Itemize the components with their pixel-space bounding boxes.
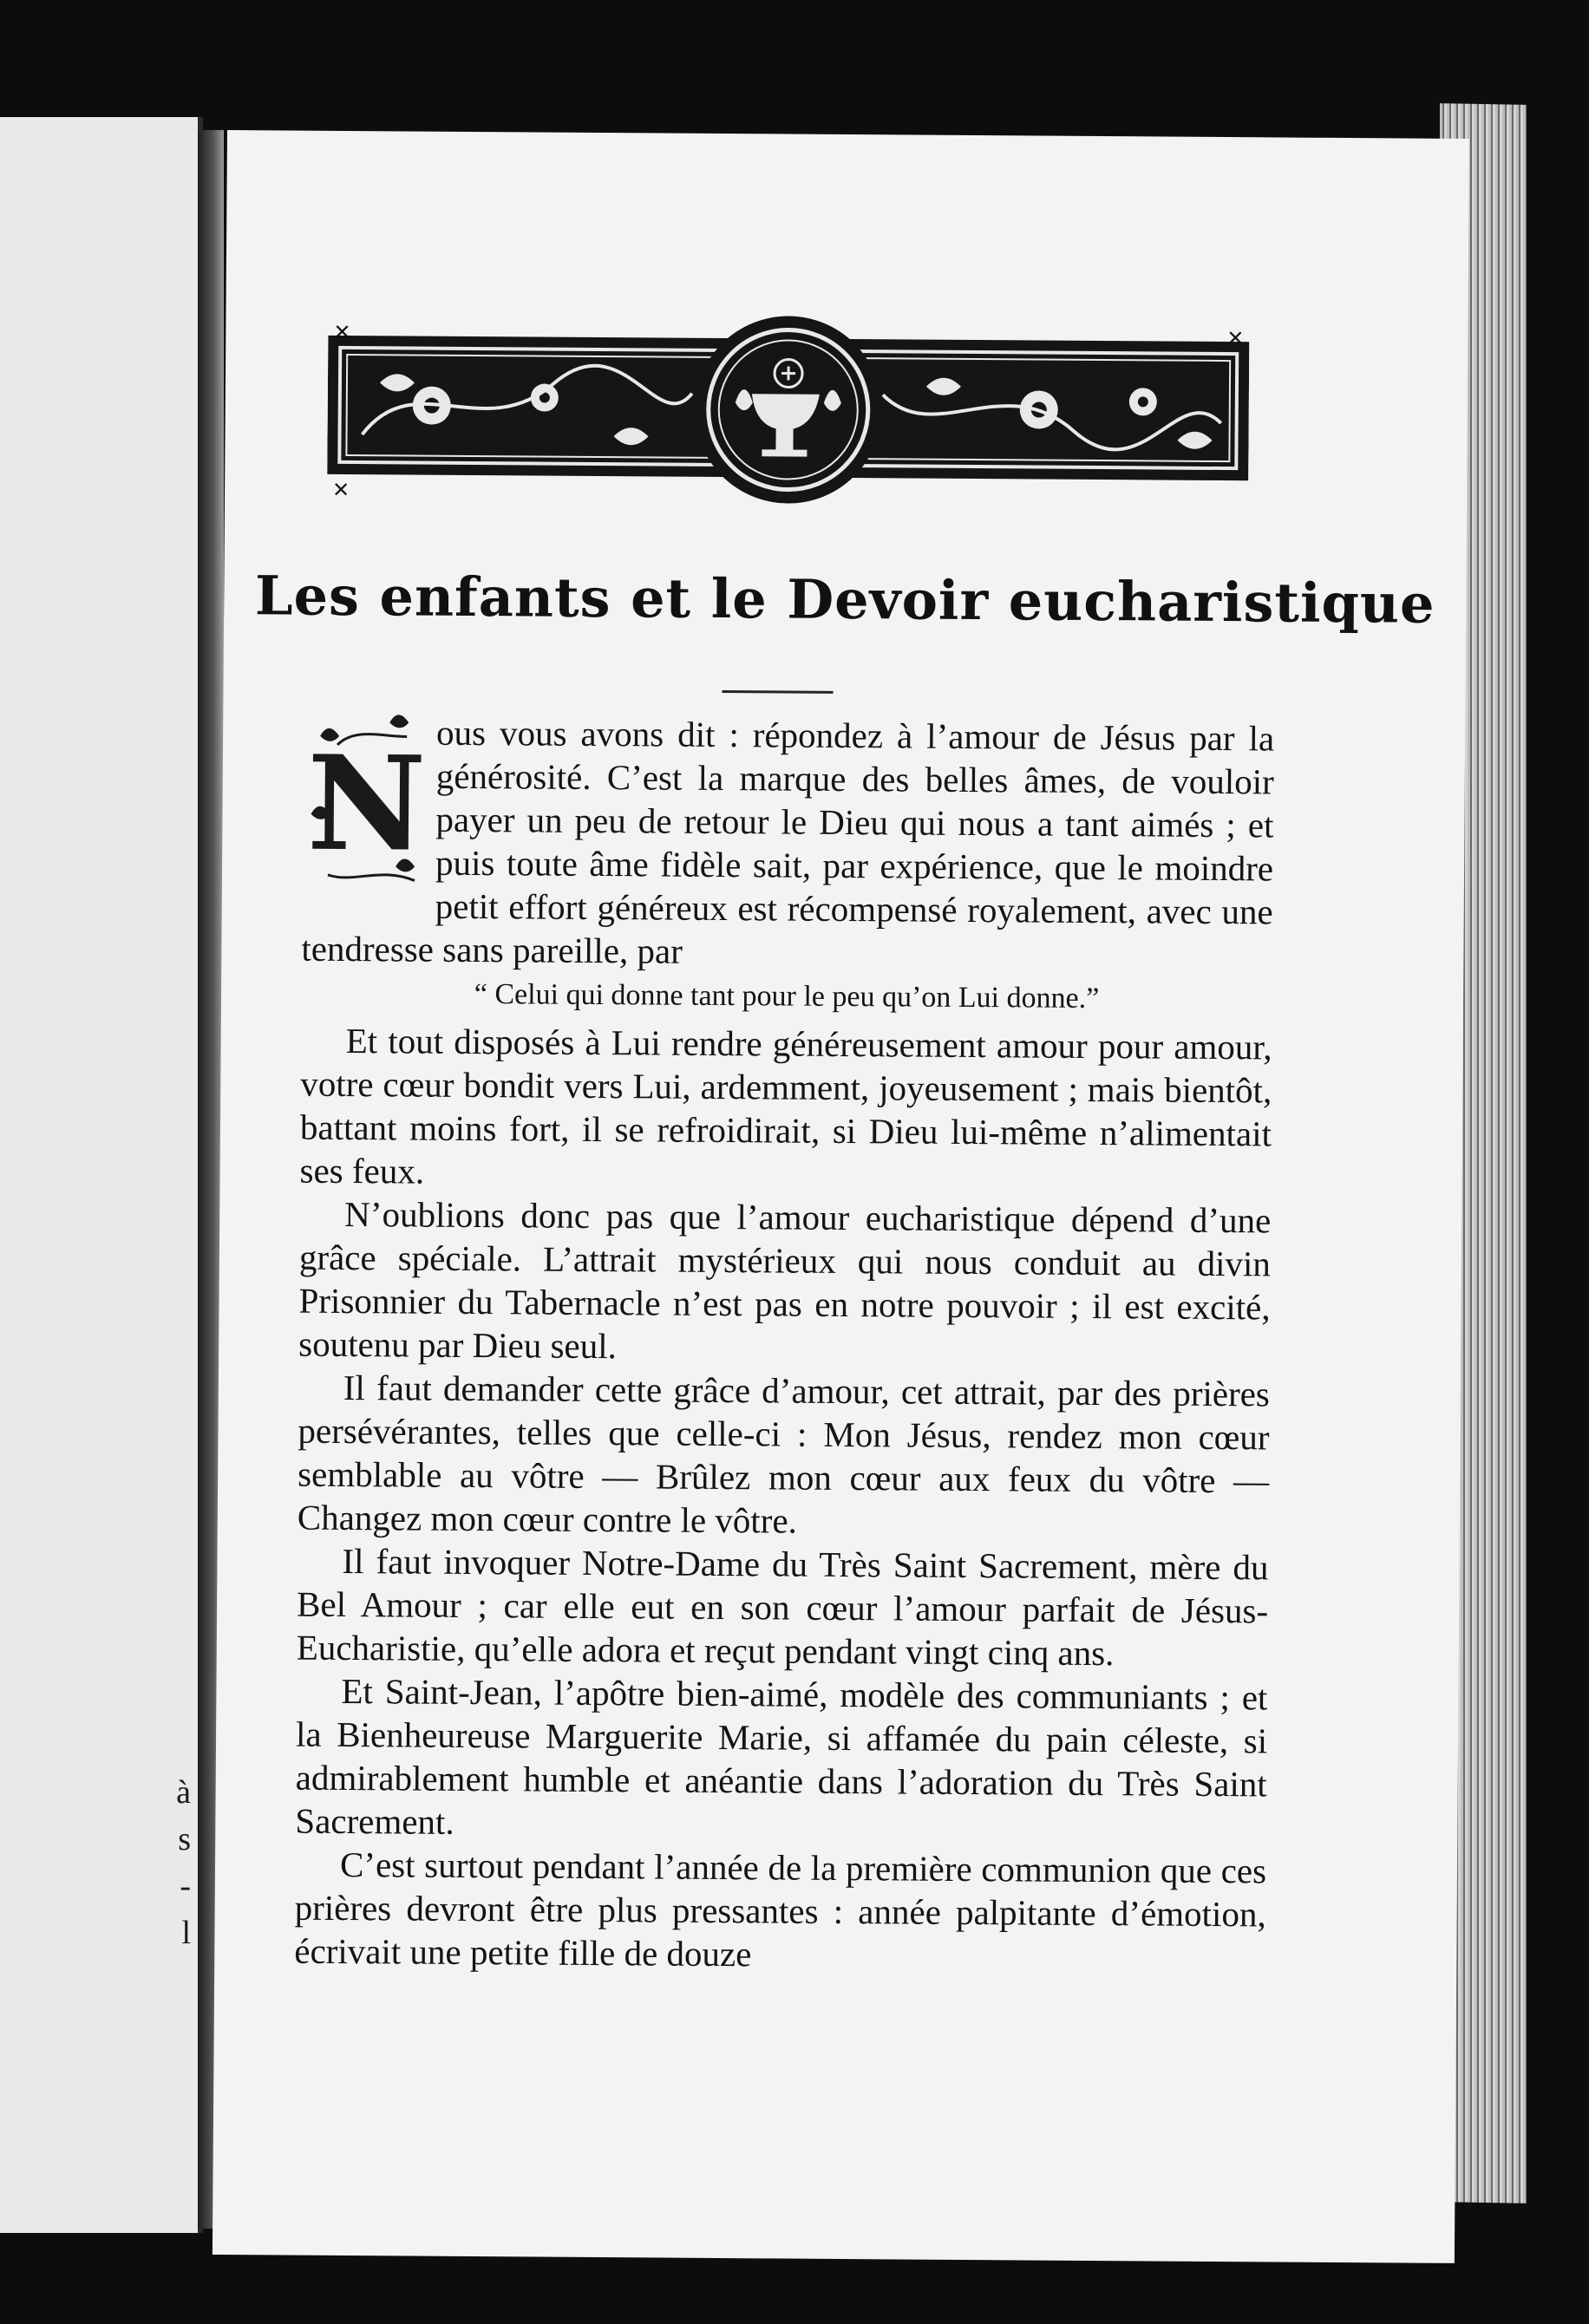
left-fragment: - — [180, 1868, 191, 1904]
svg-text:✕: ✕ — [332, 477, 350, 502]
body-text — [294, 710, 1274, 1980]
quotation: “ Celui qui donne tant pour le peu qu’on Lui donne.” — [474, 978, 1100, 1015]
paragraph: Et Saint-Jean, l’apôtre bien-aimé, modèle des communiants ; et la Bienheureuse Marguerite Marie, si affamée du pain céleste, si admirablement humble et anéantie dans l’adoration du Très Saint Sacrement. — [295, 1670, 1268, 1842]
paragraph: Il faut demander cette grâce d’amour, cet attrait, par des prières persévérantes, telles que celle-ci : Mon Jésus, rendez mon cœur semblable au vôtre — Brûlez mon cœur aux feux du vôtre — Changez mon cœur contre le vôtre. — [297, 1367, 1271, 1541]
decorative-dropcap-n — [302, 710, 431, 893]
left-page — [0, 117, 203, 2233]
paragraph — [301, 710, 1274, 977]
paragraph-text: ous vous avons dit : répondez à l’amour de Jésus par la générosité. C’est la marque des belles âmes, de vouloir payer un peu de retour le Dieu qui nous a tant aimés ; et puis toute âme fidèle sait, par expérience, que le moindre petit effort généreux est récompensé royalement, avec une tendresse sans pareille, par — [301, 712, 1275, 971]
paragraph: Il faut invoquer Notre-Dame du Très Saint Sacrement, mère du Bel Amour ; car elle eut en son cœur l’amour parfait de Jésus-Eucharistie, qu’elle adora et reçut pendant vingt cinq ans. — [296, 1540, 1269, 1674]
svg-text:✕: ✕ — [333, 319, 351, 345]
left-fragment: l — [181, 1915, 191, 1951]
left-fragment: s — [178, 1821, 191, 1857]
page-title: Les enfants et le Devoir eucharistique — [254, 564, 1435, 636]
paragraph: Et tout disposés à Lui rendre généreusement amour pour amour, votre cœur bondit vers Lui, ardemment, joyeusement ; mais bientôt, battant moins fort, il se refroidirait, si Dieu lui-même n’alimentait ses feux. — [299, 1020, 1272, 1191]
title-divider — [722, 690, 833, 694]
svg-text:✕: ✕ — [1226, 326, 1245, 351]
left-page-text-fragments — [176, 1769, 191, 1956]
book-page — [213, 130, 1469, 2263]
left-fragment: à — [176, 1774, 191, 1811]
dropcap-letter: N — [306, 727, 427, 881]
paragraph: C’est surtout pendant l’année de la première communion que ces prières devront être plus pressantes : année palpitante d’émotion, écrivait une petite fille de douze — [294, 1844, 1267, 1975]
paragraph: N’oublions donc pas que l’amour eucharistique dépend d’une grâce spéciale. L’attrait mystérieux qui nous conduit au divin Prisonnier du Tabernacle n’est pas en notre pouvoir ; il est excité, soutenu par Dieu seul. — [298, 1193, 1272, 1367]
ornamental-header-banner — [327, 313, 1249, 506]
